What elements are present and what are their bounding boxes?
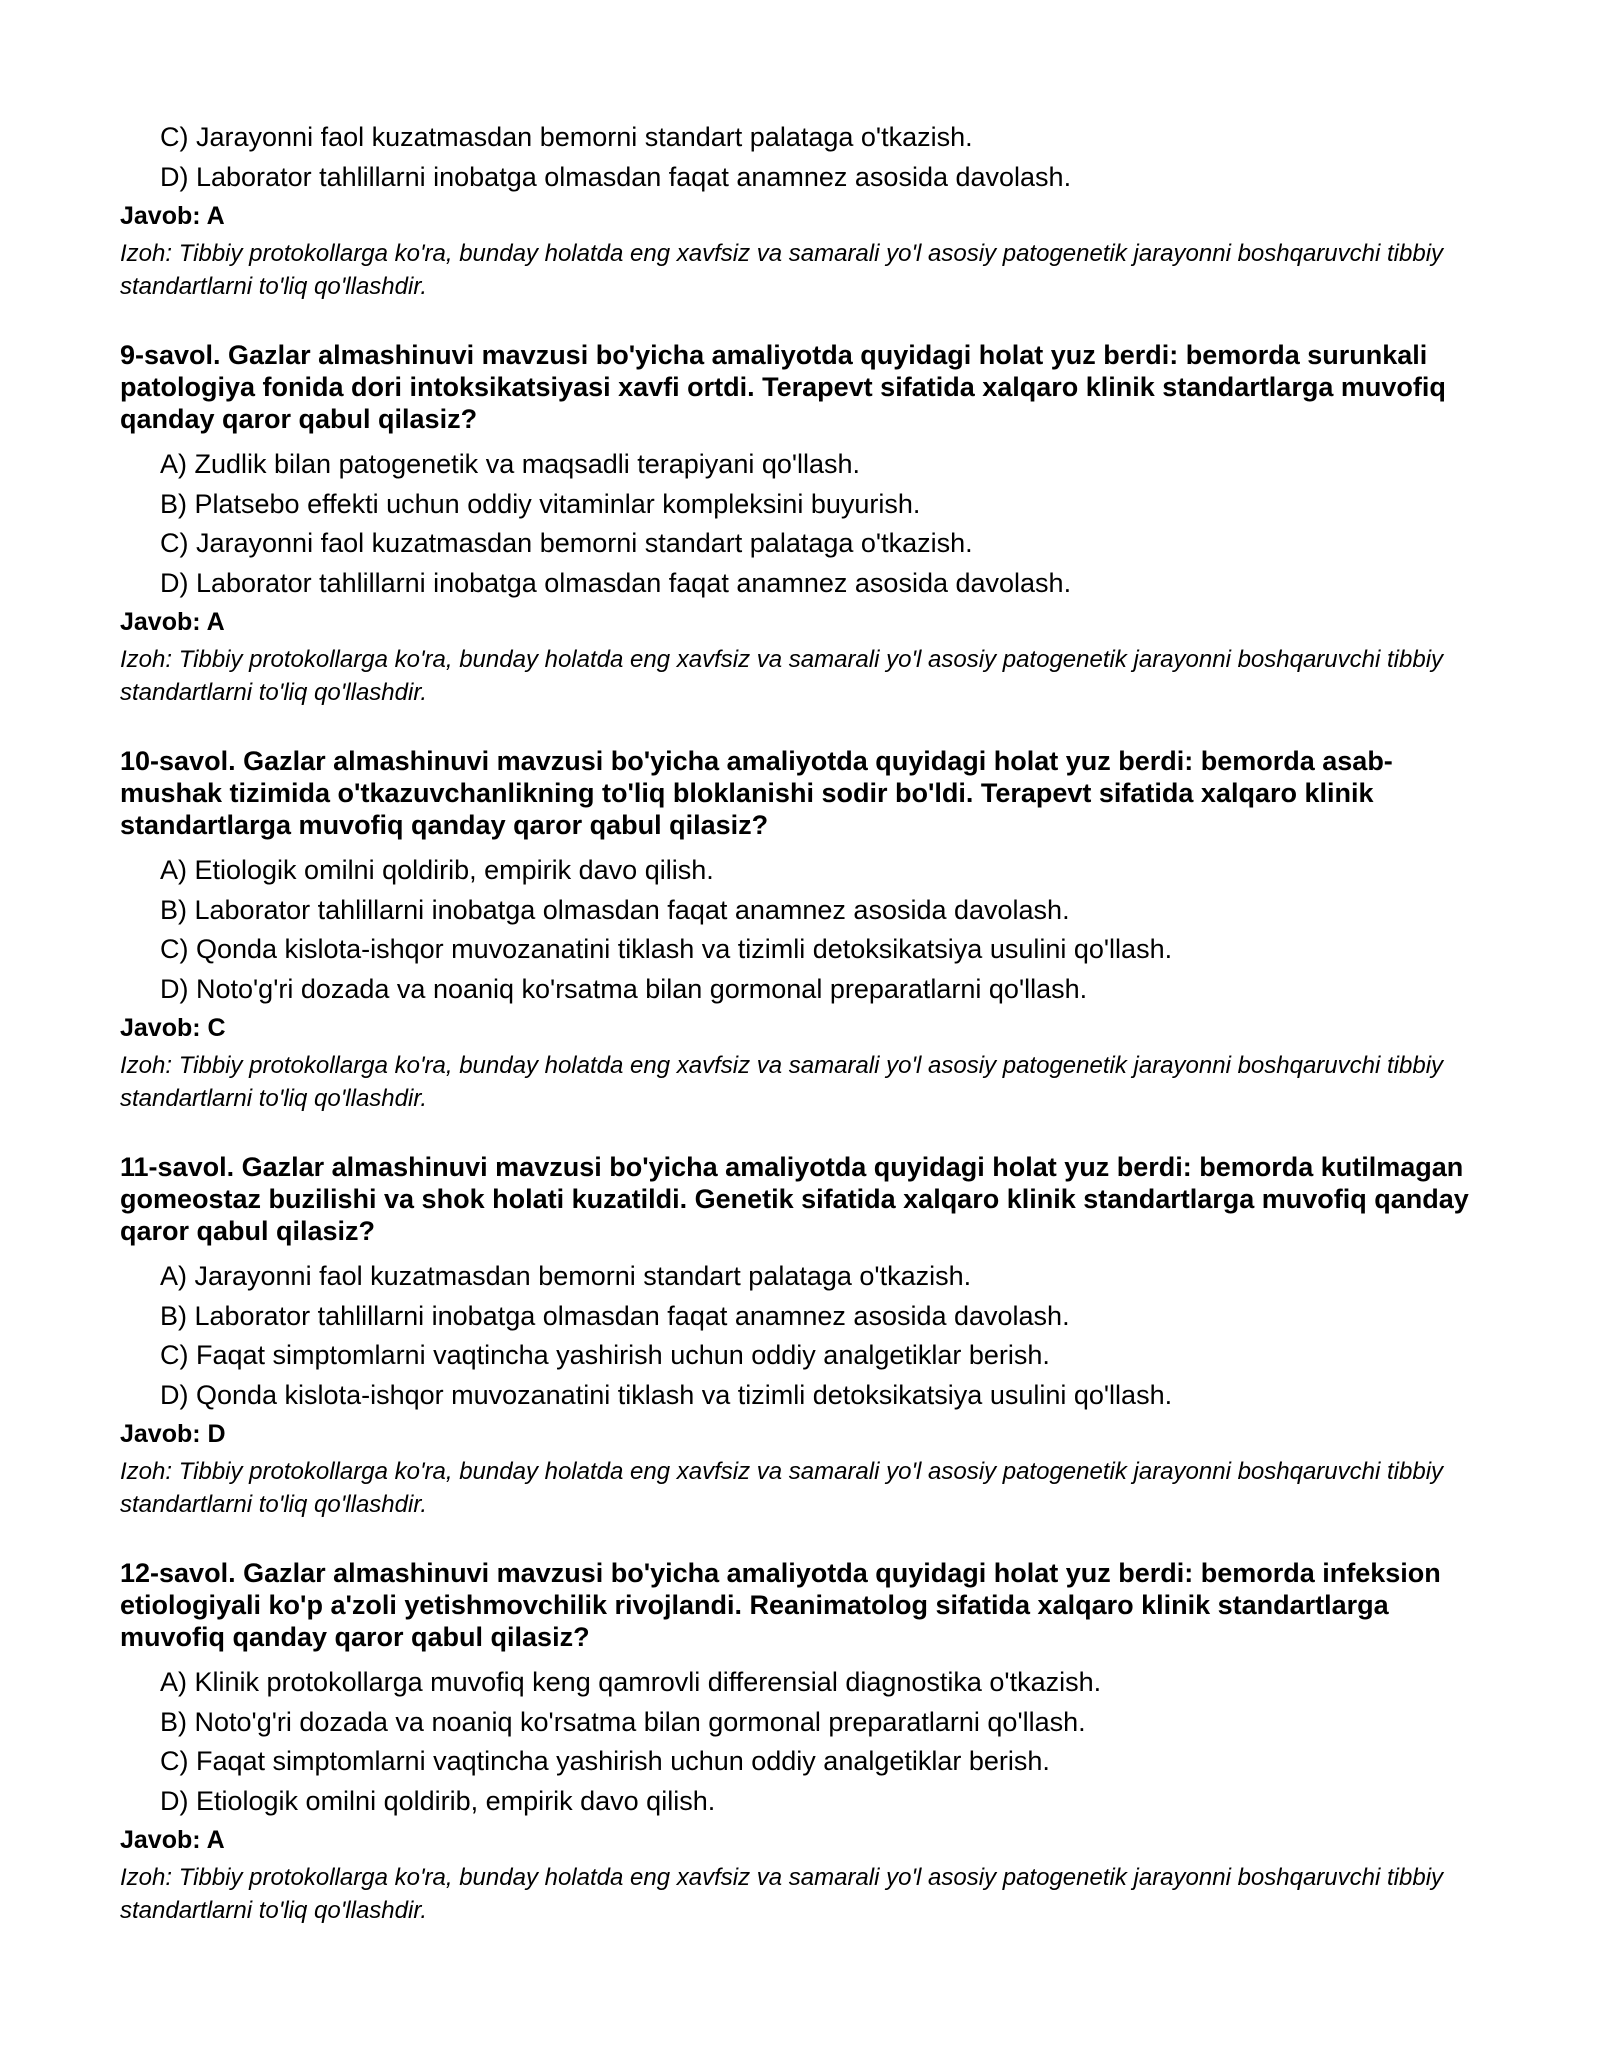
question-9 — [120, 339, 1480, 709]
question-title: 12-savol. Gazlar almashinuvi mavzusi bo'yicha amaliyotda quyidagi holat yuz berdi: bemorda infeksion etiologiyali ko'p a'zoli yetishmovchilik rivojlandi. Reanimatolog sifatida xalqaro klinik standartlarga muvofiq qanday qaror qabul qilasiz? — [120, 1558, 1441, 1652]
question-title: 9-savol. Gazlar almashinuvi mavzusi bo'yicha amaliyotda quyidagi holat yuz berdi: bemorda surunkali patologiya fonida dori intoksikatsiyasi xavfi ortdi. Terapevt sifatida xalqaro klinik standartlarga muvofiq qanday qaror qabul qilasiz? — [120, 340, 1446, 434]
option-b: B) Laborator tahlillarni inobatga olmasdan faqat anamnez asosida davolash. — [160, 894, 1070, 925]
explanation-note: Izoh: Tibbiy protokollarga ko'ra, bunday holatda eng xavfsiz va samarali yo'l asosiy patogenetik jarayonni boshqaruvchi tibbiy standartlarni to'liq qo'llashdir. — [120, 1864, 1444, 1924]
question-title: 10-savol. Gazlar almashinuvi mavzusi bo'yicha amaliyotda quyidagi holat yuz berdi: bemorda asab-mushak tizimida o'tkazuvchanlikning to'liq bloklanishi sodir bo'ldi. Terapevt sifatida xalqaro klinik standartlarga muvofiq qanday qaror qabul qilasiz? — [120, 746, 1393, 840]
question-title: 11-savol. Gazlar almashinuvi mavzusi bo'yicha amaliyotda quyidagi holat yuz berdi: bemorda kutilmagan gomeostaz buzilishi va shok holati kuzatildi. Genetik sifatida xalqaro klinik standartlarga muvofiq qanday qaror qabul qilasiz? — [120, 1152, 1469, 1246]
explanation-note: Izoh: Tibbiy protokollarga ko'ra, bunday holatda eng xavfsiz va samarali yo'l asosiy patogenetik jarayonni boshqaruvchi tibbiy standartlarni to'liq qo'llashdir. — [120, 1052, 1444, 1112]
option-a: A) Klinik protokollarga muvofiq keng qamrovli differensial diagnostika o'tkazish. — [160, 1667, 1102, 1697]
answer-label: Javob: A — [120, 1826, 225, 1854]
document-page — [120, 118, 1480, 1927]
option-c: C) Faqat simptomlarni vaqtincha yashirish uchun oddiy analgetiklar berish. — [160, 1746, 1050, 1776]
option-c: C) Faqat simptomlarni vaqtincha yashirish uchun oddiy analgetiklar berish. — [160, 1340, 1050, 1370]
option-d: D) Laborator tahlillarni inobatga olmasdan faqat anamnez asosida davolash. — [160, 567, 1072, 598]
question-11 — [120, 1151, 1480, 1521]
question-10 — [120, 745, 1480, 1115]
option-a: A) Jarayonni faol kuzatmasdan bemorni standart palataga o'tkazish. — [160, 1261, 972, 1291]
option-b: B) Platsebo effekti uchun oddiy vitaminlar kompleksini buyurish. — [160, 488, 921, 519]
option-a: A) Etiologik omilni qoldirib, empirik davo qilish. — [160, 855, 714, 885]
question-12 — [120, 1557, 1480, 1927]
option-a: A) Zudlik bilan patogenetik va maqsadli terapiyani qo'llash. — [160, 449, 861, 479]
option-d: D) Noto'g'ri dozada va noaniq ko'rsatma bilan gormonal preparatlarni qo'llash. — [160, 973, 1088, 1004]
explanation-note: Izoh: Tibbiy protokollarga ko'ra, bunday holatda eng xavfsiz va samarali yo'l asosiy patogenetik jarayonni boshqaruvchi tibbiy standartlarni to'liq qo'llashdir. — [120, 1458, 1444, 1518]
option-c: C) Jarayonni faol kuzatmasdan bemorni standart palataga o'tkazish. — [160, 122, 973, 152]
explanation-note: Izoh: Tibbiy protokollarga ko'ra, bunday holatda eng xavfsiz va samarali yo'l asosiy patogenetik jarayonni boshqaruvchi tibbiy standartlarni to'liq qo'llashdir. — [120, 240, 1444, 300]
option-d: D) Qonda kislota-ishqor muvozanatini tiklash va tizimli detoksikatsiya usulini qo'llash. — [160, 1379, 1173, 1410]
answer-label: Javob: C — [120, 1014, 226, 1042]
explanation-note: Izoh: Tibbiy protokollarga ko'ra, bunday holatda eng xavfsiz va samarali yo'l asosiy patogenetik jarayonni boshqaruvchi tibbiy standartlarni to'liq qo'llashdir. — [120, 646, 1444, 706]
option-d: D) Etiologik omilni qoldirib, empirik davo qilish. — [160, 1785, 716, 1816]
option-c: C) Jarayonni faol kuzatmasdan bemorni standart palataga o'tkazish. — [160, 528, 973, 558]
answer-label: Javob: D — [120, 1420, 226, 1448]
option-b: B) Laborator tahlillarni inobatga olmasdan faqat anamnez asosida davolash. — [160, 1300, 1070, 1331]
answer-label: Javob: A — [120, 202, 225, 230]
answer-label: Javob: A — [120, 608, 225, 636]
option-b: B) Noto'g'ri dozada va noaniq ko'rsatma bilan gormonal preparatlarni qo'llash. — [160, 1706, 1086, 1737]
option-c: C) Qonda kislota-ishqor muvozanatini tiklash va tizimli detoksikatsiya usulini qo'llash. — [160, 934, 1173, 964]
question-8-continuation — [120, 118, 1480, 303]
option-d: D) Laborator tahlillarni inobatga olmasdan faqat anamnez asosida davolash. — [160, 161, 1072, 192]
